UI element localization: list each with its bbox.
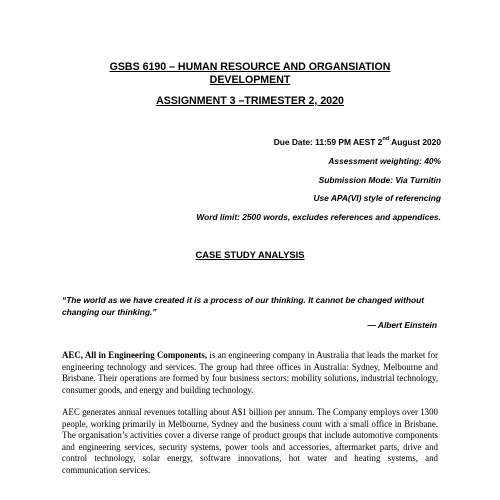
word-limit: Word limit: 2500 words, excludes references and appendices. bbox=[196, 212, 441, 223]
referencing-style: Use APA(VI) style of referencing bbox=[313, 193, 441, 204]
assessment-weighting: Assessment weighting: 40% bbox=[328, 155, 441, 166]
course-title-line2: DEVELOPMENT bbox=[209, 74, 291, 86]
course-title-line1: GSBS 6190 – HUMAN RESOURCE AND ORGANSIATION bbox=[109, 61, 391, 73]
case-study-heading: CASE STUDY ANALYSIS bbox=[195, 249, 305, 260]
paragraph-company-intro: AEC, All in Engineering Components, is an engineering company in Australia that leads the market for engineering technology and services. The group had three offices in Australia: Sydney, Melbourne and Brisbane. Their operations are formed by four business sectors: mobility solutions, industrial technology, consumer goods, and energy and building technology. bbox=[62, 350, 438, 395]
quote-author: — Albert Einstein bbox=[367, 320, 437, 330]
due-date: Due Date: 11:59 PM AEST 2nd August 2020 bbox=[273, 136, 441, 147]
assignment-title: ASSIGNMENT 3 –TRIMESTER 2, 2020 bbox=[156, 95, 344, 107]
paragraph-company-revenue: AEC generates annual revenues totalling about A$1 billion per annum. The Company employs over 1300 people, working primarily in Melbourne, Sydney and the business count with a small office in Brisbane. The organisation’s activities cover a diverse range of product groups that include automotive components and engineering services, security systems, power tools and accessories, aftermarket parts, drive and control technology, solar energy, software innovations, hot water and heating systems, and communication services. bbox=[62, 407, 438, 475]
assignment-details bbox=[196, 133, 441, 227]
submission-mode: Submission Mode: Via Turnitin bbox=[318, 174, 441, 185]
company-name: AEC, All in Engineering Components, bbox=[62, 350, 208, 360]
course-title bbox=[60, 61, 440, 87]
quote-text: “The world as we have created it is a process of our thinking. It cannot be changed without changing our thinking.” bbox=[62, 295, 425, 317]
